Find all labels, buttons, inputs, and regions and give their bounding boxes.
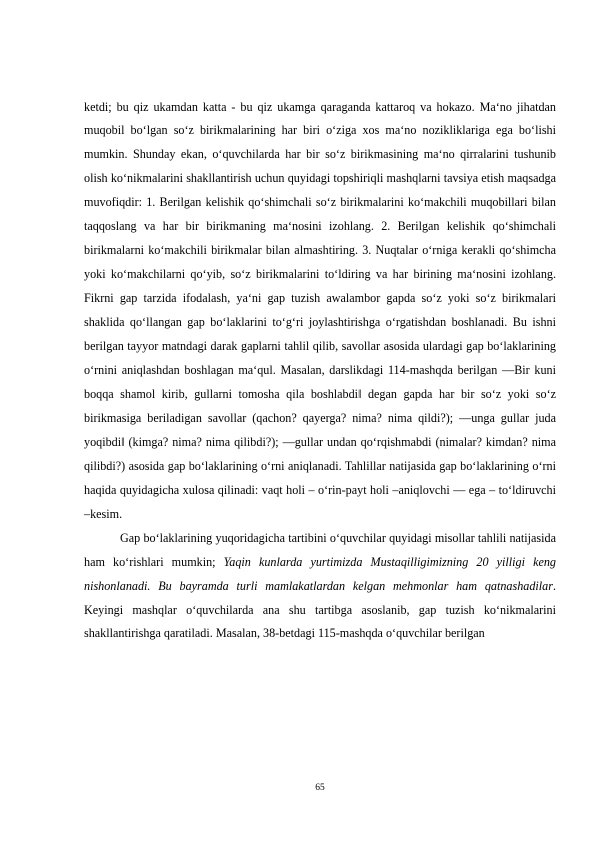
paragraph: ketdi; bu qiz ukamdan katta - bu qiz ukamga qaraganda kattaroq va hokazo. Ma‘no jihatdan muqobil bo‘lgan so‘z birikmalarining har biri o‘ziga xos ma‘no nozikliklariga ega bo‘lishi mumkin. Shunday ekan, o‘quvchilarda har bir so‘z birikmasining ma‘no qirralarini tushunib olish ko‘nikmalarini shakllantirish uchun quyidagi topshiriqli mashqlarni tavsiya etish maqsadga muvofiqdir: 1. Berilgan kelishik qo‘shimchali so‘z birikmalarini ko‘makchili muqobillari bilan taqqoslang va har bir birikmaning ma‘nosini izohlang. 2. Berilgan kelishik qo‘shimchali birikmalarni ko‘makchili birikmalar bilan almashtiring. 3. Nuqtalar o‘rniga kerakli qo‘shimcha yoki ko‘makchilarni qo‘yib, so‘z birikmalarini to‘ldiring va har birining ma‘nosini izohlang. Fikrni gap tarzida ifodalash, ya‘ni gap tuzish awalambor gapda so‘z yoki so‘z birikmalari shaklida qo‘llangan gap bo‘laklarini to‘g‘ri joylashtirishga o‘rgatishdan boshlanadi. Bu ishni berilgan tayyor matndagi darak gaplarni tahlil qilib, savollar asosida ulardagi gap bo‘laklarining o‘rnini aniqlashdan boshlagan ma‘qul. Masalan, darslikdagi 114-mashqda berilgan ―Bir kuni boqqa shamol kirib, gullarni tomosha qila boshlabdi‖ degan gapda har bir so‘z yoki so‘z birikmasiga beriladigan savollar (qachon? qayerga? nima? nima qildi?); ―unga gullar juda yoqibdi‖ (kimga? nima? nima qilibdi?); ―gullar undan qo‘rqishmabdi (nimalar? kimdan? nima qilibdi?) asosida gap bo‘laklarining o‘rni aniqlanadi. Tahlillar natijasida gap bo‘laklarining o‘rni haqida quyidagicha xulosa qilinadi: vaqt holi – o‘rin-payt holi –aniqlovchi — ega – to‘ldiruvchi –kesim. [84,99,556,521]
page-body [84,96,556,647]
paragraph-text: . Keyingi mashqlar o‘quvchilarda ana shu tartibga asoslanib, gap tuzish ko‘nikmalarini shakllantirishga qaratiladi. Masalan, 38-betdagi 115-mashqda o‘quvchilar berilgan [84,578,556,641]
paragraph [84,527,556,647]
paragraph-text: Gap bo‘laklarining yuqoridagicha tartibini o‘quvchilar quyidagi misollar tahlili natijasida ham ko‘rishlari mumkin; [84,530,556,569]
page-number: 65 [315,783,325,793]
example-sentences: Yaqin kunlarda yurtimizda Mustaqilligimizning 20 yilligi keng nishonlanadi. Bu bayramda turli mamlakatlardan kelgan mehmonlar ham qatnashadilar [84,554,556,593]
